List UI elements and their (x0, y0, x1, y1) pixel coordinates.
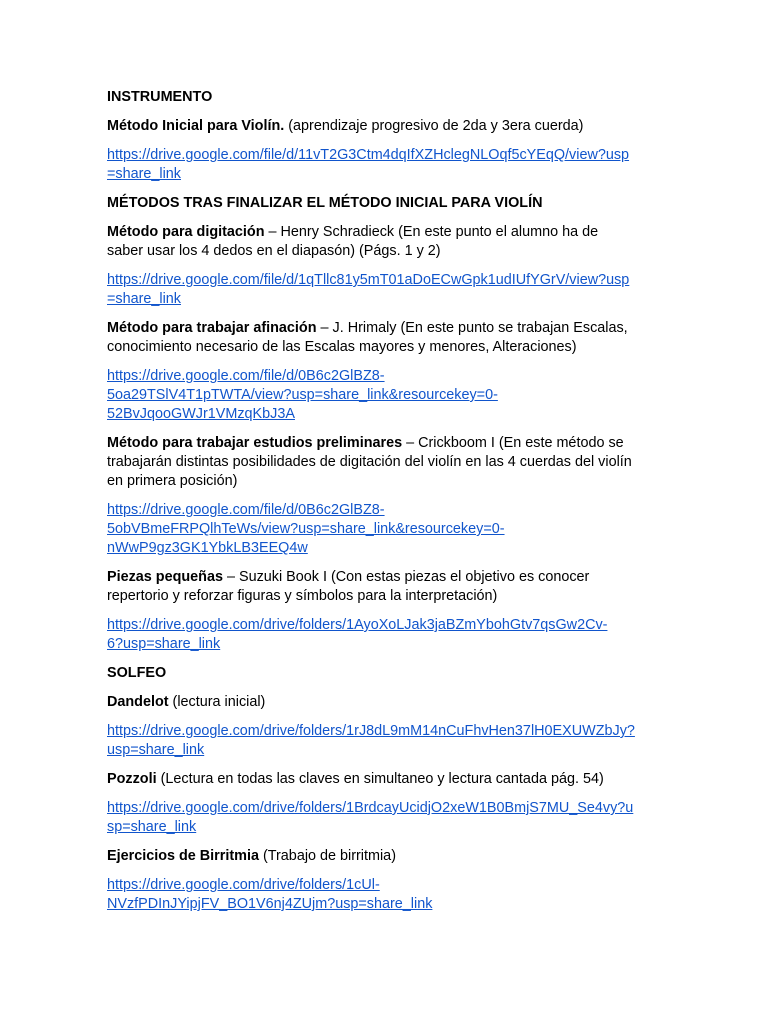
drive-link-metodo-digitacion[interactable] (107, 271, 667, 309)
link-line: NVzfPDInJYipjFV_BO1V6nj4ZUjm?usp=share_link (107, 896, 433, 912)
item-description: – Crickboom I (En este método se (402, 435, 624, 451)
drive-link-piezas-pequenas[interactable] (107, 616, 667, 654)
section-heading-solfeo: SOLFEO (107, 665, 167, 681)
link-line: https://drive.google.com/file/d/1qTllc81y5mT01aDoECwGpk1udIUfYGrV/view?usp (107, 272, 630, 288)
link-line: 52BvJqooGWJr1VMzqKbJ3A (107, 406, 295, 422)
item-description: repertorio y reforzar figuras y símbolos para la interpretación) (107, 588, 498, 604)
link-line: https://drive.google.com/drive/folders/1AyoXoLJak3jaBZmYbohGtv7qsGw2Cv- (107, 617, 608, 633)
item-description: – J. Hrimaly (En este punto se trabajan Escalas, (316, 320, 628, 336)
link-line: https://drive.google.com/drive/folders/1BrdcayUcidjO2xeW1B0BmjS7MU_Se4vy?u (107, 800, 634, 816)
item-dandelot (107, 693, 667, 712)
drive-link-birritmia[interactable] (107, 876, 667, 914)
drive-link-estudios-preliminares[interactable] (107, 501, 667, 558)
drive-link-dandelot[interactable] (107, 722, 667, 760)
item-birritmia (107, 847, 667, 866)
item-pozzoli (107, 770, 667, 789)
link-line: https://drive.google.com/file/d/11vT2G3Ctm4dqIfXZHclegNLOqf5cYEqQ/view?usp (107, 147, 630, 163)
item-description: (Lectura en todas las claves en simultaneo y lectura cantada pág. 54) (156, 771, 604, 787)
drive-link-metodo-inicial[interactable] (107, 146, 667, 184)
item-title: Pozzoli (107, 771, 157, 787)
link-line: https://drive.google.com/drive/folders/1rJ8dL9mM14nCuFhvHen37lH0EXUWZbJy? (107, 723, 635, 739)
item-description: – Henry Schradieck (En este punto el alumno ha de (264, 224, 599, 240)
item-metodo-afinacion (107, 319, 667, 357)
item-estudios-preliminares (107, 434, 667, 491)
section-heading-instrumento: INSTRUMENTO (107, 89, 213, 105)
document-page (107, 88, 667, 924)
item-title: Método para trabajar afinación (107, 320, 317, 336)
link-line: nWwP9gz3GK1YbkLB3EEQ4w (107, 540, 308, 556)
link-line: =share_link (107, 166, 181, 182)
item-title: Método Inicial para Violín. (107, 118, 285, 134)
item-description: en primera posición) (107, 473, 238, 489)
link-line: https://drive.google.com/drive/folders/1cUl- (107, 877, 380, 893)
item-description: – Suzuki Book I (Con estas piezas el objetivo es conocer (222, 569, 590, 585)
link-line: https://drive.google.com/file/d/0B6c2GlBZ8- (107, 368, 385, 384)
link-line: 6?usp=share_link (107, 636, 221, 652)
link-line: 5obVBmeFRPQlhTeWs/view?usp=share_link&resourcekey=0- (107, 521, 505, 537)
drive-link-pozzoli[interactable] (107, 799, 667, 837)
item-description: (Trabajo de birritmia) (258, 848, 396, 864)
item-description: (aprendizaje progresivo de 2da y 3era cuerda) (284, 118, 584, 134)
item-title: Dandelot (107, 694, 169, 710)
item-piezas-pequenas (107, 568, 667, 606)
item-description: saber usar los 4 dedos en el diapasón) (Págs. 1 y 2) (107, 243, 441, 259)
drive-link-metodo-afinacion[interactable] (107, 367, 667, 424)
item-title: Método para digitación (107, 224, 265, 240)
item-title: Piezas pequeñas (107, 569, 223, 585)
link-line: https://drive.google.com/file/d/0B6c2GlBZ8- (107, 502, 385, 518)
item-metodo-digitacion (107, 223, 667, 261)
link-line: 5oa29TSlV4T1pTWTA/view?usp=share_link&resourcekey=0- (107, 387, 498, 403)
link-line: usp=share_link (107, 742, 205, 758)
item-metodo-inicial (107, 117, 667, 136)
item-title: Ejercicios de Birritmia (107, 848, 259, 864)
item-description: trabajarán distintas posibilidades de digitación del violín en las 4 cuerdas del violín (107, 454, 632, 470)
link-line: =share_link (107, 291, 181, 307)
item-title: Método para trabajar estudios preliminares (107, 435, 403, 451)
section-heading-metodos: MÉTODOS TRAS FINALIZAR EL MÉTODO INICIAL PARA VIOLÍN (107, 195, 543, 211)
item-description: (lectura inicial) (168, 694, 266, 710)
link-line: sp=share_link (107, 819, 197, 835)
item-description: conocimiento necesario de las Escalas mayores y menores, Alteraciones) (107, 339, 577, 355)
